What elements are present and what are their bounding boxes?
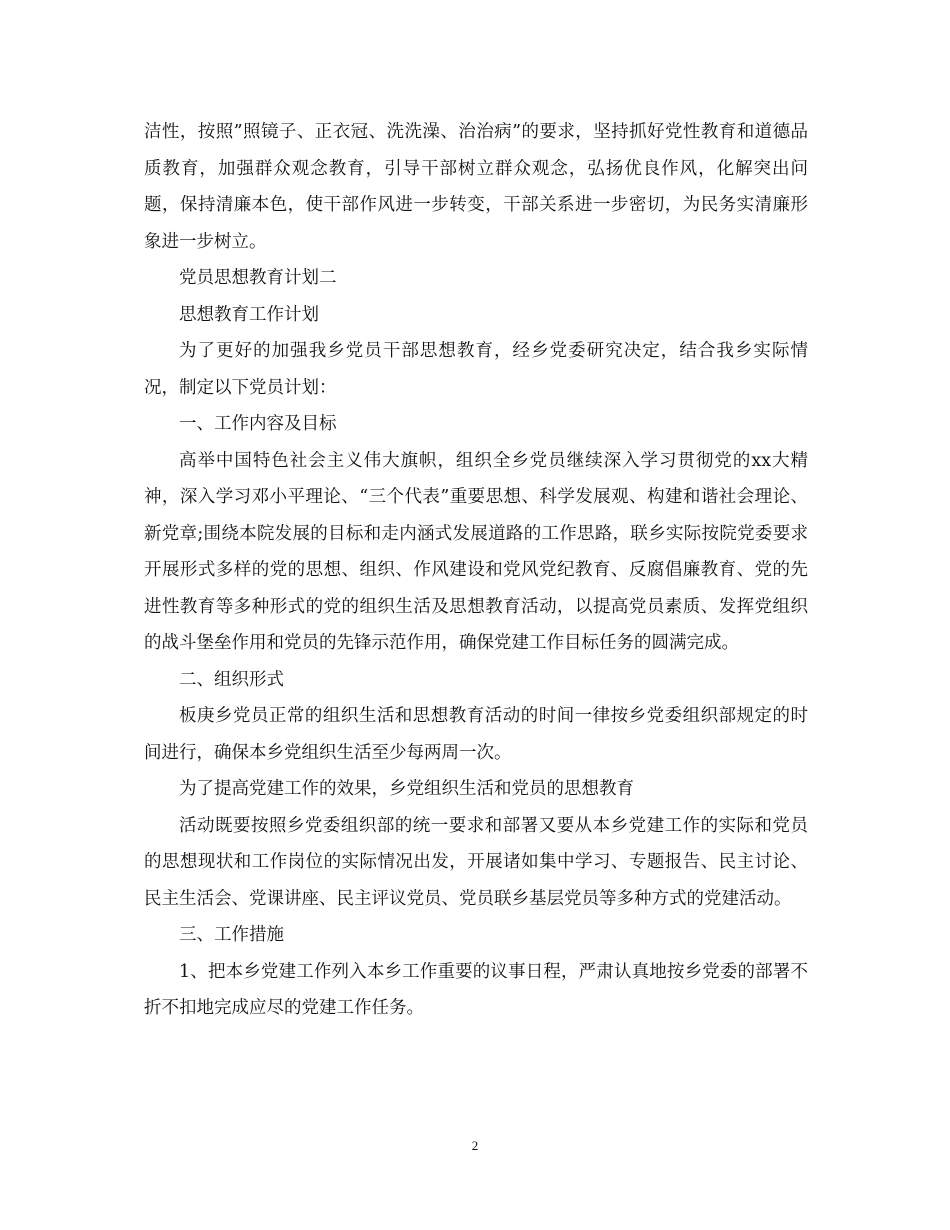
paragraph-continued: 洁性，按照”照镜子、正衣冠、洗洗澡、治治病”的要求，坚持抓好党性教育和道德品质教育，加强群众观念教育，引导干部树立群众观念，弘扬优良作风，化解突出问题，保持清廉本色，使干部作风进一步转变，干部关系进一步密切，为民务实清廉形象进一步树立。 <box>144 122 808 252</box>
section-subtitle: 思想教育工作计划 <box>179 304 319 325</box>
paragraph-activities: 活动既要按照乡党委组织部的统一要求和部署又要从本乡党建工作的实际和党员的思想现状和工作岗位的实际情况出发，开展诸如集中学习、专题报告、民主讨论、民主生活会、党课讲座、民主评议党员、党员联乡基层党员等多种方式的党建活动。 <box>144 815 808 909</box>
document-body <box>144 114 808 1027</box>
heading-organization-form: 二、组织形式 <box>179 669 284 690</box>
page-number: 2 <box>471 1138 479 1153</box>
paragraph-intro: 为了更好的加强我乡党员干部思想教育，经乡党委研究决定，结合我乡实际情况，制定以下党员计划： <box>144 341 808 398</box>
heading-work-measures: 三、工作措施 <box>179 925 284 945</box>
paragraph-work-content: 高举中国特色社会主义伟大旗帜，组织全乡党员继续深入学习贯彻党的xx大精神，深入学习邓小平理论、“三个代表”重要思想、科学发展观、构建和谐社会理论、新党章;围绕本院发展的目标和走内涵式发展道路的工作思路，联乡实际按院党委要求开展形式多样的党的思想、组织、作风建设和党风党纪教育、反腐倡廉教育、党的先进性教育等多种形式的党的组织生活及思想教育活动，以提高党员素质、发挥党组织的战斗堡垒作用和党员的先锋示范作用，确保党建工作目标任务的圆满完成。 <box>144 450 808 653</box>
section-title-plan-two: 党员思想教育计划二 <box>179 268 337 288</box>
paragraph-organization-schedule: 板庚乡党员正常的组织生活和思想教育活动的时间一律按乡党委组织部规定的时间进行，确保本乡党组织生活至少每两周一次。 <box>144 706 808 763</box>
paragraph-measure-one: 1、把本乡党建工作列入本乡工作重要的议事日程，严肃认真地按乡党委的部署不折不扣地完成应尽的党建工作任务。 <box>144 961 808 1018</box>
heading-work-content: 一、工作内容及目标 <box>179 414 337 434</box>
paragraph-effectiveness: 为了提高党建工作的效果，乡党组织生活和党员的思想教育 <box>179 779 634 799</box>
